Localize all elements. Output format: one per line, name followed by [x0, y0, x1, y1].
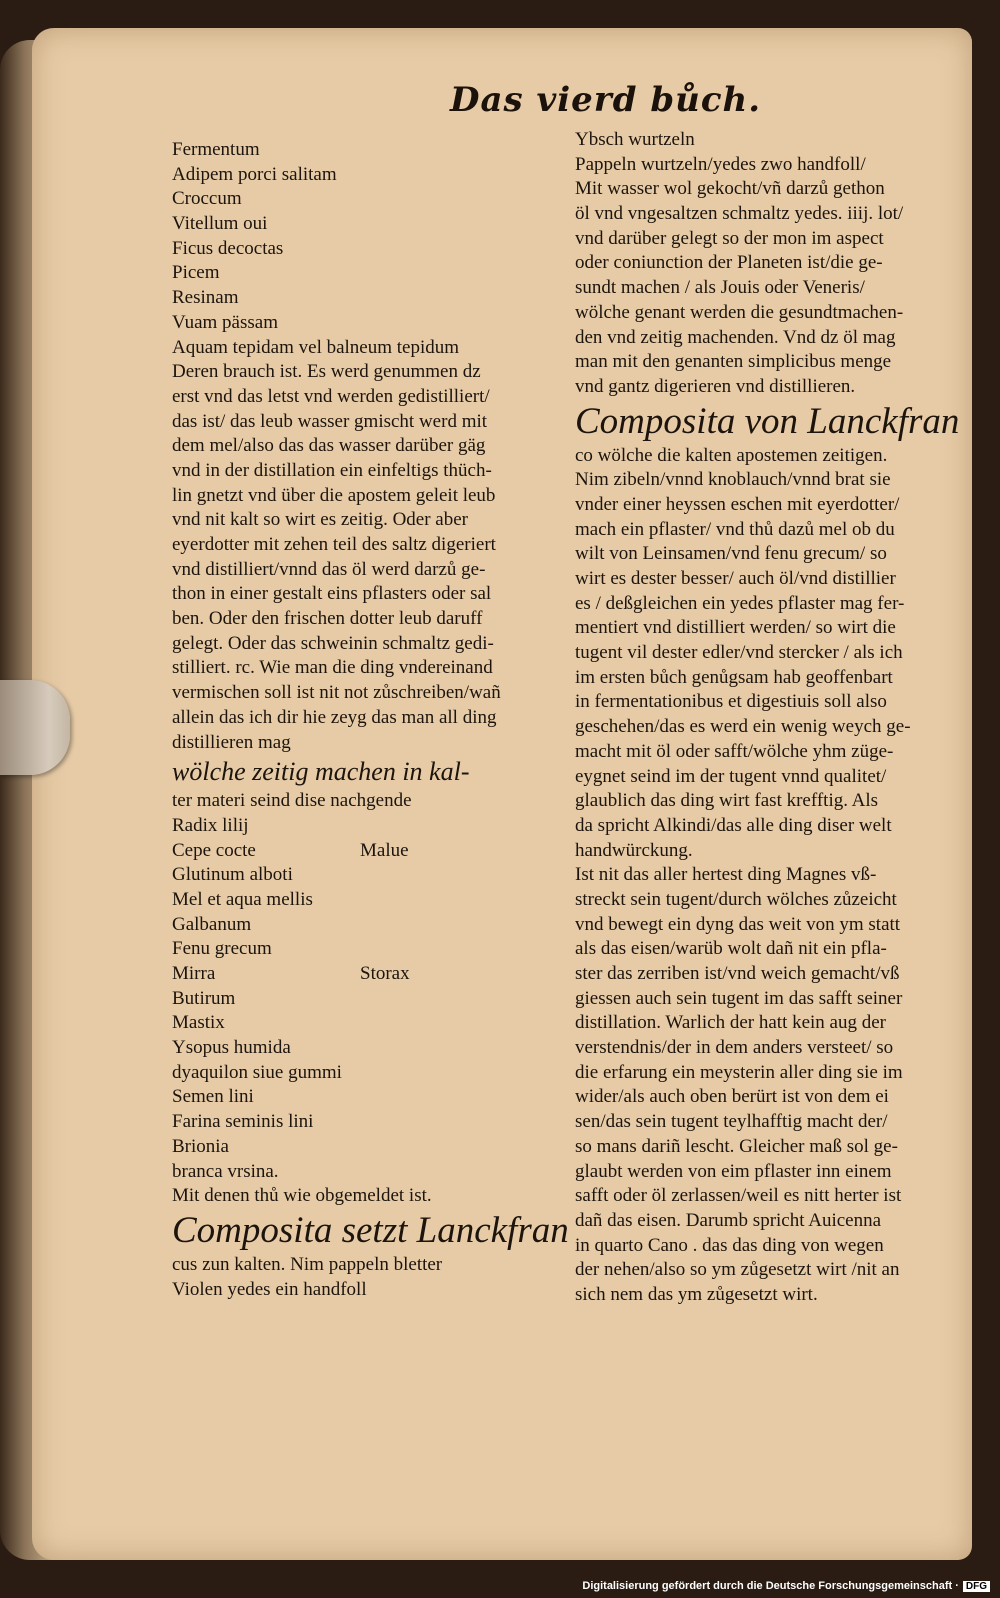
- ingredient-row: [172, 962, 552, 987]
- text-line: stilliert. rc. Wie man die ding vndereinand: [172, 657, 493, 679]
- ingredient-name: Mirra: [172, 963, 216, 984]
- ingredient-name: Galbanum: [172, 913, 252, 935]
- text-line: verstendnis/der in dem anders versteet/ so: [575, 1037, 894, 1059]
- ingredient-row: [172, 1036, 552, 1061]
- text-line: als das eisen/warüb wolt dañ nit ein pfla-: [575, 938, 887, 960]
- section-heading: Composita setzt Lanckfran: [172, 1209, 569, 1251]
- text-line: eygnet seind im der tugent vnnd qualitet/: [575, 765, 887, 787]
- text-line: Picem: [172, 262, 220, 284]
- text-line: gelegt. Oder das schweinin schmaltz gedi-: [172, 632, 494, 654]
- text-line: sen/das sein tugent teylhafftig macht der/: [575, 1111, 888, 1133]
- ingredient-row: [172, 839, 552, 864]
- text-line: handwürckung.: [575, 839, 693, 861]
- text-line: Resinam: [172, 287, 239, 309]
- dfg-logo: DFG: [963, 1581, 990, 1592]
- section-heading: wölche zeitig machen in kal-: [172, 757, 470, 787]
- text-line: Croccum: [172, 188, 242, 210]
- text-line: co wölche die kalten apostemen zeitigen.: [575, 444, 888, 466]
- text-line: man mit den genanten simplicibus menge: [575, 351, 892, 373]
- paragraph: [172, 1253, 552, 1302]
- ingredient-row: [172, 1110, 552, 1135]
- paragraph: [172, 360, 552, 755]
- ingredient-row: [172, 1011, 552, 1036]
- text-line: glaublich das ding wirt fast krefftig. Als: [575, 790, 879, 812]
- ingredient-name: Brionia: [172, 1135, 229, 1157]
- text-line: Deren brauch ist. Es werd genummen dz: [172, 361, 481, 383]
- text-line: Pappeln wurtzeln/yedes zwo handfoll/: [575, 153, 866, 175]
- ingredient-name: Mit denen thů wie obgemeldet ist.: [172, 1185, 432, 1207]
- text-line: dañ das eisen. Darumb spricht Auicenna: [575, 1209, 882, 1231]
- text-line: Ist nit das aller hertest ding Magnes vß-: [575, 864, 877, 886]
- ingredient-row: [172, 1135, 552, 1160]
- ingredient-name: Ysopus humida: [172, 1037, 291, 1059]
- text-line: vnd nit kalt so wirt es zeitig. Oder aber: [172, 509, 469, 531]
- ingredient-row: [172, 888, 552, 913]
- text-line: lin gnetzt vnd über die apostem geleit leub: [172, 484, 496, 506]
- ingredient-name: Mel et aqua mellis: [172, 888, 313, 910]
- ingredient-name: Storax: [360, 963, 410, 984]
- section-heading: Composita von Lanckfran: [575, 400, 960, 442]
- text-line: streckt sein tugent/durch wölches zůzeicht: [575, 888, 897, 910]
- right-column: [575, 128, 960, 1308]
- ingredient-name: dyaquilon siue gummi: [172, 1061, 342, 1083]
- text-line: Ficus decoctas: [172, 237, 284, 259]
- page-clip-tab: [0, 680, 70, 775]
- ingredient-name: Radix lilij: [172, 814, 249, 836]
- text-line: den vnd zeitig machenden. Vnd dz öl mag: [575, 326, 896, 348]
- text-line: Fermentum: [172, 139, 260, 160]
- text-line: Vuam pässam: [172, 311, 278, 333]
- ingredient-name: Fenu grecum: [172, 938, 272, 960]
- text-line: oder coniunction der Planeten ist/die ge-: [575, 252, 883, 274]
- ingredient-row: [172, 913, 552, 938]
- ingredient-row: [172, 863, 552, 888]
- text-line: im ersten bůch genůgsam hab geoffenbart: [575, 666, 893, 688]
- text-line: die erfarung ein meysterin aller ding sie im: [575, 1061, 903, 1083]
- ingredient-row: [172, 1160, 552, 1185]
- text-line: öl vnd vngesaltzen schmaltz yedes. iiij. lot/: [575, 203, 904, 225]
- ingredient-row: [172, 1061, 552, 1086]
- text-line: sundt machen / als Jouis oder Veneris/: [575, 277, 865, 299]
- text-line: Nim zibeln/vnnd knoblauch/vnnd brat sie: [575, 469, 891, 491]
- text-line: eyerdotter mit zehen teil des saltz digeriert: [172, 534, 496, 555]
- ingredient-name: Mastix: [172, 1012, 225, 1034]
- ingredient-row: [172, 814, 552, 839]
- text-line: vnd darüber gelegt so der mon im aspect: [575, 227, 884, 249]
- text-line: vermischen soll ist nit not zůschreiben/wañ: [172, 682, 501, 704]
- text-line: Mit wasser wol gekocht/vñ darzů gethon: [575, 178, 885, 200]
- text-line: vnder einer heyssen eschen mit eyerdotter/: [575, 493, 900, 515]
- text-line: ben. Oder den frischen dotter leub daruff: [172, 608, 483, 630]
- text-line: macht mit öl oder safft/wölche yhm züge-: [575, 740, 894, 762]
- text-line: allein das ich dir hie zeyg das man all ding: [172, 706, 497, 728]
- ingredient-name: Farina seminis lini: [172, 1111, 314, 1133]
- text-line: das ist/ das leub wasser gmischt werd mit: [172, 410, 488, 432]
- text-line: Vitellum oui: [172, 213, 268, 235]
- ingredient-row: [172, 987, 552, 1012]
- ingredient-row: [172, 1184, 552, 1209]
- heading-continuation: ter materi seind dise nachgende: [172, 790, 412, 812]
- text-line: vnd bewegt ein dyng das weit von ym statt: [575, 913, 901, 935]
- text-line: vnd distilliert/vnnd das öl werd darzů ge-: [172, 558, 486, 580]
- text-line: safft oder öl zerlassen/weil es nitt herter ist: [575, 1185, 902, 1207]
- text-line: wirt es dester besser/ auch öl/vnd distillier: [575, 568, 896, 589]
- ingredient-name: Butirum: [172, 987, 236, 1009]
- text-line: der nehen/also so ym zůgesetzt wirt /nit an: [575, 1259, 900, 1281]
- footer-credit: [582, 1580, 990, 1592]
- text-line: distillation. Warlich der hatt kein aug der: [575, 1012, 887, 1034]
- text-line: tugent vil dester edler/vnd stercker / als ich: [575, 642, 903, 664]
- text-line: Adipem porci salitam: [172, 163, 337, 185]
- paragraph: [575, 128, 960, 400]
- text-line: es / deßgleichen ein yedes pflaster mag fer-: [575, 592, 905, 614]
- text-line: geschehen/das es werd ein wenig weych ge-: [575, 716, 911, 738]
- text-line: dem mel/also das das wasser darüber gäg: [172, 435, 486, 457]
- ingredient-list: [172, 138, 552, 360]
- text-line: mentiert vnd distilliert werden/ so wirt die: [575, 617, 896, 639]
- text-line: cus zun kalten. Nim pappeln bletter: [172, 1253, 443, 1275]
- text-line: vnd in der distillation ein einfeltigs thüch-: [172, 459, 492, 481]
- text-line: vnd gantz digerieren vnd distillieren.: [575, 375, 856, 397]
- text-line: sich nem das ym zůgesetzt wirt.: [575, 1283, 818, 1305]
- ingredient-row: [172, 937, 552, 962]
- left-column: [172, 138, 569, 1302]
- text-line: wölche genant werden die gesundtmachen-: [575, 301, 904, 323]
- text-line: in fermentationibus et digestiuis soll also: [575, 691, 887, 713]
- ingredient-row: [172, 1085, 552, 1110]
- text-line: Violen yedes ein handfoll: [172, 1278, 367, 1300]
- text-line: giessen auch sein tugent im das safft seiner: [575, 987, 903, 1009]
- text-line: Aquam tepidam vel balneum tepidum: [172, 336, 460, 358]
- text-line: wilt von Leinsamen/vnd fenu grecum/ so: [575, 543, 887, 565]
- text-line: thon in einer gestalt eins pflasters oder sal: [172, 583, 492, 605]
- ingredient-name: Glutinum alboti: [172, 864, 293, 886]
- footer-text: Digitalisierung gefördert durch die Deutsche Forschungsgemeinschaft ·: [582, 1580, 959, 1592]
- text-line: mach ein pflaster/ vnd thů dazů mel ob du: [575, 518, 895, 540]
- text-line: Ybsch wurtzeln: [575, 129, 695, 150]
- paragraph: [575, 444, 960, 1308]
- text-line: glaubt werden von eim pflaster inn einem: [575, 1160, 892, 1182]
- ingredient-list: [172, 814, 552, 1209]
- text-line: wider/als auch oben berürt ist von dem ei: [575, 1086, 889, 1108]
- ingredient-name: Cepe cocte: [172, 839, 256, 861]
- ingredient-name: Semen lini: [172, 1086, 254, 1108]
- ingredient-name: branca vrsina.: [172, 1160, 279, 1182]
- text-line: distillieren mag: [172, 731, 291, 753]
- text-line: ster das zerriben ist/vnd weich gemacht/vß: [575, 963, 900, 984]
- text-line: erst vnd das letst vnd werden gedistilliert/: [172, 385, 490, 407]
- ingredient-name: Malue: [360, 839, 409, 861]
- text-line: da spricht Alkindi/das alle ding diser welt: [575, 814, 892, 836]
- running-header: Das vierd bůch.: [450, 80, 762, 120]
- text-line: so mans dariñ lescht. Gleicher maß sol ge-: [575, 1135, 898, 1157]
- text-line: in quarto Cano . das das ding von wegen: [575, 1234, 884, 1256]
